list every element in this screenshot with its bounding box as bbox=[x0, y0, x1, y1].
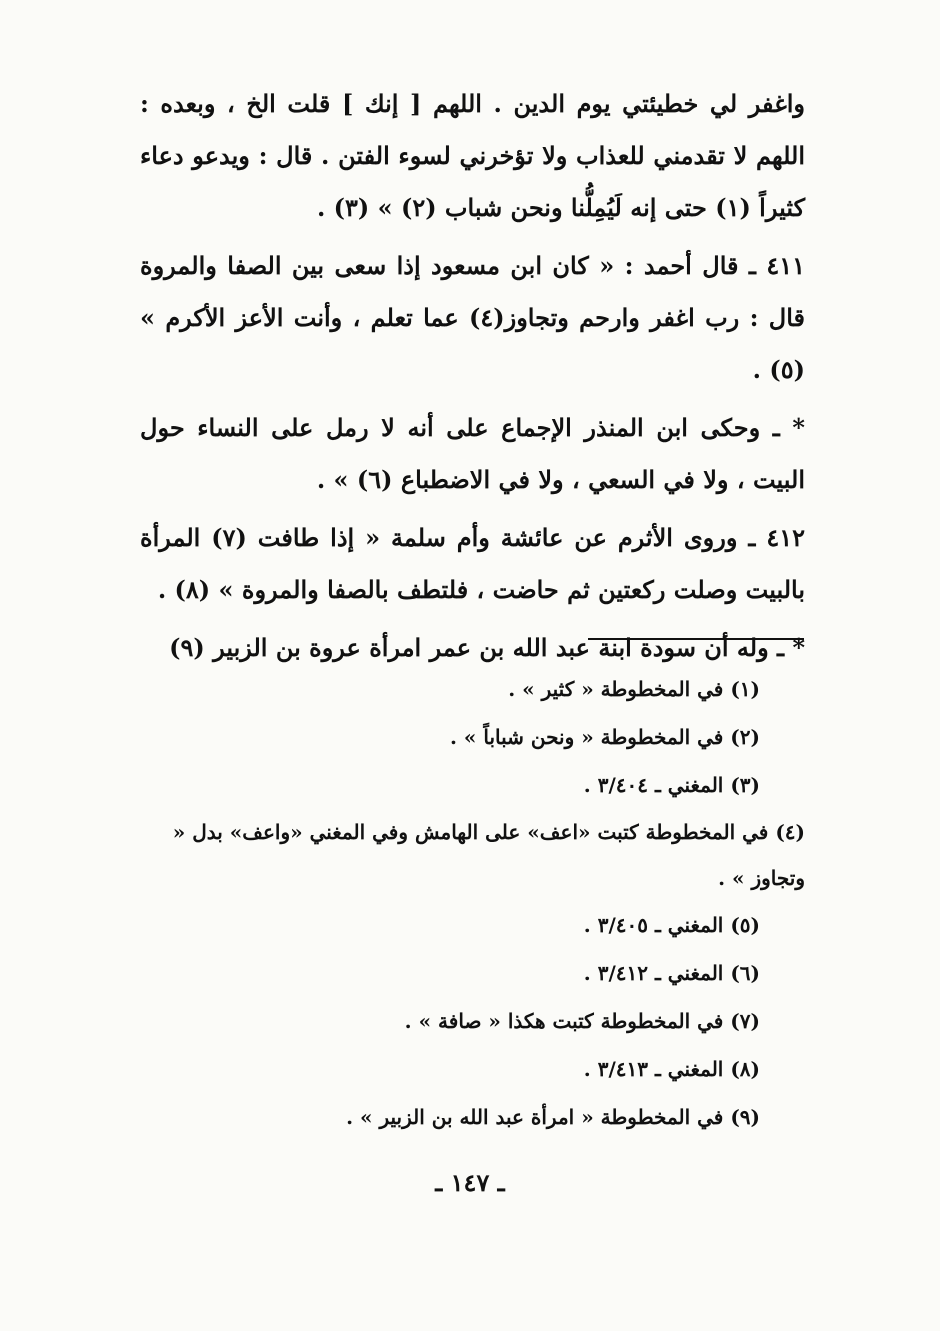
footnote: (٧) في المخطوطة كتبت هكذا « صافة » . bbox=[404, 1009, 760, 1033]
main-text bbox=[140, 78, 805, 680]
footnote: (١) في المخطوطة « كثير » . bbox=[508, 677, 760, 701]
footnote: (٣) المغني ـ ٣/٤٠٤ . bbox=[583, 773, 760, 797]
footnote: (٨) المغني ـ ٣/٤١٣ . bbox=[583, 1057, 760, 1081]
paragraph: * ـ وله أن سودة ابنة عبد الله بن عمر امرأة عروة بن الزبير (٩) bbox=[169, 633, 805, 662]
footnote: (٤) في المخطوطة كتبت «اعف» على الهامش وفي المغني «واعف» بدل « وتجاوز » . bbox=[172, 820, 805, 890]
paragraph: واغفر لي خطيئتي يوم الدين . اللهم [ إنك ] قلت الخ ، وبعده : اللهم لا تقدمني للعذاب ولا تؤخرني لسوء الفتن . قال : ويدعو دعاء كثيراً (١) حتى إنه لَيُمِلُّنا ونحن شباب (٢) » (٣) . bbox=[140, 89, 805, 222]
paragraph: ٤١١ ـ قال أحمد : « كان ابن مسعود إذا سعى بين الصفا والمروة قال : رب اغفر وارحم وتجاوز(٤) عما تعلم ، وأنت الأعز الأكرم » (٥) . bbox=[140, 251, 805, 384]
footnote-divider bbox=[588, 638, 804, 640]
footnote: (٥) المغني ـ ٣/٤٠٥ . bbox=[583, 913, 760, 937]
footnote: (٦) المغني ـ ٣/٤١٢ . bbox=[583, 961, 760, 985]
footnotes bbox=[140, 665, 805, 1141]
paragraph: ٤١٢ ـ وروى الأثرم عن عائشة وأم سلمة « إذا طافت (٧) المرأة بالبيت وصلت ركعتين ثم حاضت ، فلتطف بالصفا والمروة » (٨) . bbox=[140, 523, 805, 604]
page-number: ـ ١٤٧ ـ bbox=[435, 1168, 505, 1197]
paragraph: * ـ وحكى ابن المنذر الإجماع على أنه لا رمل على النساء حول البيت ، ولا في السعي ، ولا في الاضطباع (٦) » . bbox=[140, 413, 805, 494]
footnote: (٢) في المخطوطة « ونحن شباباً » . bbox=[449, 725, 760, 749]
footnote: (٩) في المخطوطة « امرأة عبد الله بن الزبير » . bbox=[346, 1105, 760, 1129]
